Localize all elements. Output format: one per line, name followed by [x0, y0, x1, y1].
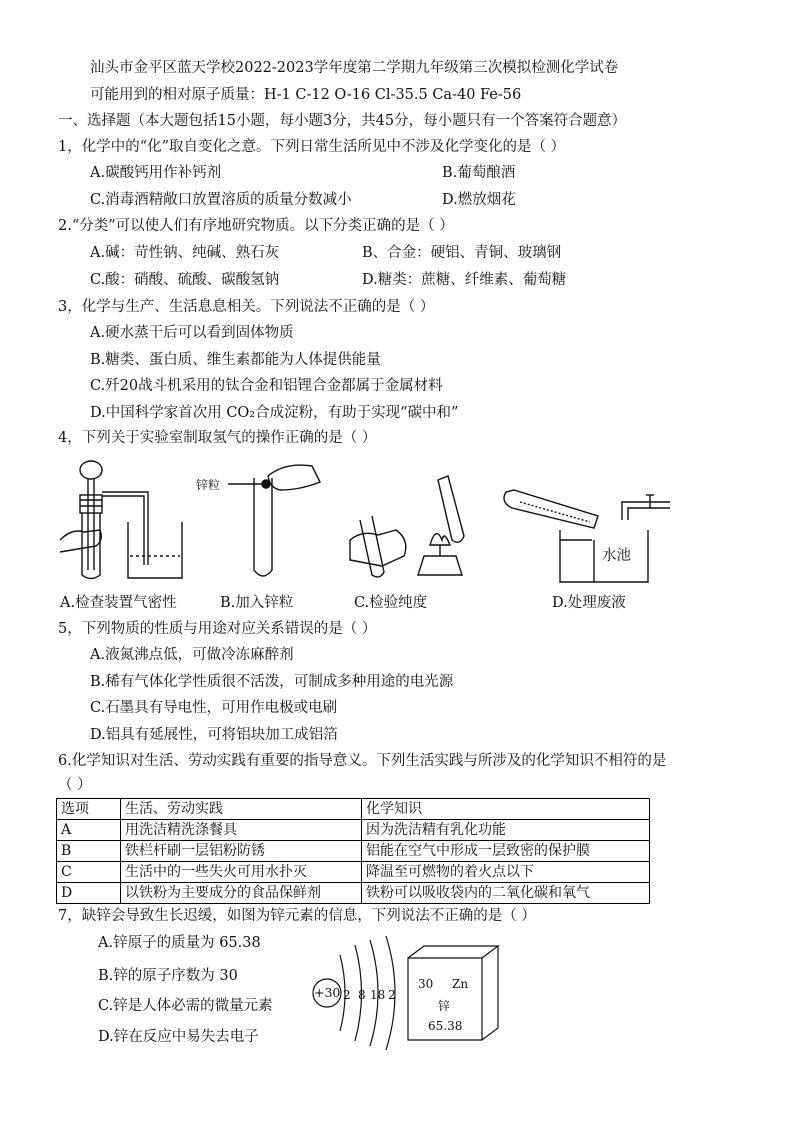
q4-stem: 4，下列关于实验室制取氢气的操作正确的是（ ）: [58, 430, 377, 446]
exam-title: 汕头市金平区蓝天学校2022-2023学年度第二学期九年级第三次模拟检测化学试卷: [90, 60, 619, 76]
q5-option-b: B.稀有气体化学性质很不活泼，可制成多种用途的电光源: [90, 674, 454, 690]
table-cell: 降温至可燃物的着火点以下: [362, 862, 650, 883]
q5-option-a: A.液氮沸点低，可做冷冻麻醉剂: [90, 647, 294, 663]
table-cell: 铁粉可以吸收袋内的二氧化碳和氧气: [362, 883, 650, 904]
atomic-masses: 可能用到的相对原子质量：H-1 C-12 O-16 Cl-35.5 Ca-40 Fe-56: [90, 87, 522, 103]
section-heading: 一、选择题（本大题包括15小题，每小题3分，共45分，每小题只有一个答案符合题意）: [58, 113, 627, 129]
table-header: 生活、劳动实践: [121, 799, 362, 820]
q7-option-b: B.锌的原子序数为 30: [98, 968, 238, 984]
q5-stem: 5，下列物质的性质与用途对应关系错误的是（ ）: [58, 621, 377, 637]
table-cell: 生活中的一些失火可用水扑灭: [121, 862, 362, 883]
q4-caption-d: D.处理废液: [552, 595, 626, 611]
q4-caption-c: C.检验纯度: [354, 595, 428, 611]
q1-option-c: C.消毒酒精敞口放置溶质的质量分数减小: [90, 192, 352, 208]
q1-option-b: B.葡萄酿酒: [442, 165, 516, 181]
table-header: 选项: [57, 799, 121, 820]
nucleus-charge: +30: [314, 985, 341, 1000]
element-name: 锌: [438, 999, 451, 1013]
shell-count-3: 18: [370, 988, 386, 1002]
q3-option-a: A.硬水蒸干后可以看到固体物质: [90, 325, 294, 341]
shell-count-1: 2: [343, 988, 351, 1002]
q6-paren: （ ）: [58, 777, 92, 793]
zinc-label: 锌粒: [196, 478, 221, 492]
q7-option-a: A.锌原子的质量为 65.38: [98, 935, 261, 951]
q3-option-b: B.糖类、蛋白质、维生素都能为人体提供能量: [90, 352, 381, 368]
q7-option-c: C.锌是人体必需的微量元素: [98, 998, 273, 1014]
table-cell: 因为洗洁精有乳化功能: [362, 820, 650, 841]
table-header: 化学知识: [362, 799, 650, 820]
q3-stem: 3，化学与生产、生活息息相关。下列说法不正确的是（ ）: [58, 299, 435, 315]
table-cell: D: [57, 883, 121, 904]
q2-option-c: C.酸：硝酸、硫酸、碳酸氢钠: [90, 272, 280, 288]
q3-option-d: D.中国科学家首次用 CO₂合成淀粉，有助于实现“碳中和”: [90, 405, 459, 421]
table-cell: 以铁粉为主要成分的食品保鲜剂: [121, 883, 362, 904]
element-mass: 65.38: [428, 1019, 463, 1033]
q2-option-b: B、合金：硬铝、青铜、玻璃钢: [362, 245, 562, 261]
q2-option-d: D.糖类：蔗糖、纤维素、葡萄糖: [362, 272, 567, 288]
q3-option-c: C.歼20战斗机采用的钛合金和铝锂合金都属于金属材料: [90, 378, 443, 394]
q1-option-d: D.燃放烟花: [442, 192, 516, 208]
q1-option-a: A.碳酸钙用作补钙剂: [90, 165, 222, 181]
q4-caption-b: B.加入锌粒: [220, 595, 294, 611]
table-cell: 用洗洁精洗涤餐具: [121, 820, 362, 841]
table-cell: 铝能在空气中形成一层致密的保护膜: [362, 841, 650, 862]
element-number: 30: [418, 977, 434, 991]
q7-stem: 7，缺锌会导致生长迟缓，如图为锌元素的信息，下列说法不正确的是（ ）: [58, 908, 536, 924]
q2-stem: 2.“分类”可以使人们有序地研究物质。以下分类正确的是（ ）: [58, 218, 454, 234]
table-cell: A: [57, 820, 121, 841]
element-symbol: Zn: [452, 977, 469, 991]
shell-count-4: 2: [388, 988, 396, 1002]
table-cell: B: [57, 841, 121, 862]
q1-stem: 1，化学中的“化”取自变化之意。下列日常生活所见中不涉及化学变化的是（ ）: [58, 139, 566, 155]
table-cell: 铁栏杆刷一层铝粉防锈: [121, 841, 362, 862]
pool-label: 水池: [602, 548, 631, 564]
q2-option-a: A.碱：苛性钠、纯碱、熟石灰: [90, 245, 280, 261]
q5-option-d: D.铝具有延展性，可将铝块加工成铝箔: [90, 727, 338, 743]
q4-caption-a: A.检查装置气密性: [60, 595, 177, 611]
q6-stem: 6.化学知识对生活、劳动实践有重要的指导意义。下列生活实践与所涉及的化学知识不相符的是: [58, 753, 667, 769]
q5-option-c: C.石墨具有导电性，可用作电极或电刷: [90, 700, 338, 716]
table-cell: C: [57, 862, 121, 883]
shell-count-2: 8: [358, 988, 366, 1002]
q7-option-d: D.锌在反应中易失去电子: [98, 1029, 259, 1045]
